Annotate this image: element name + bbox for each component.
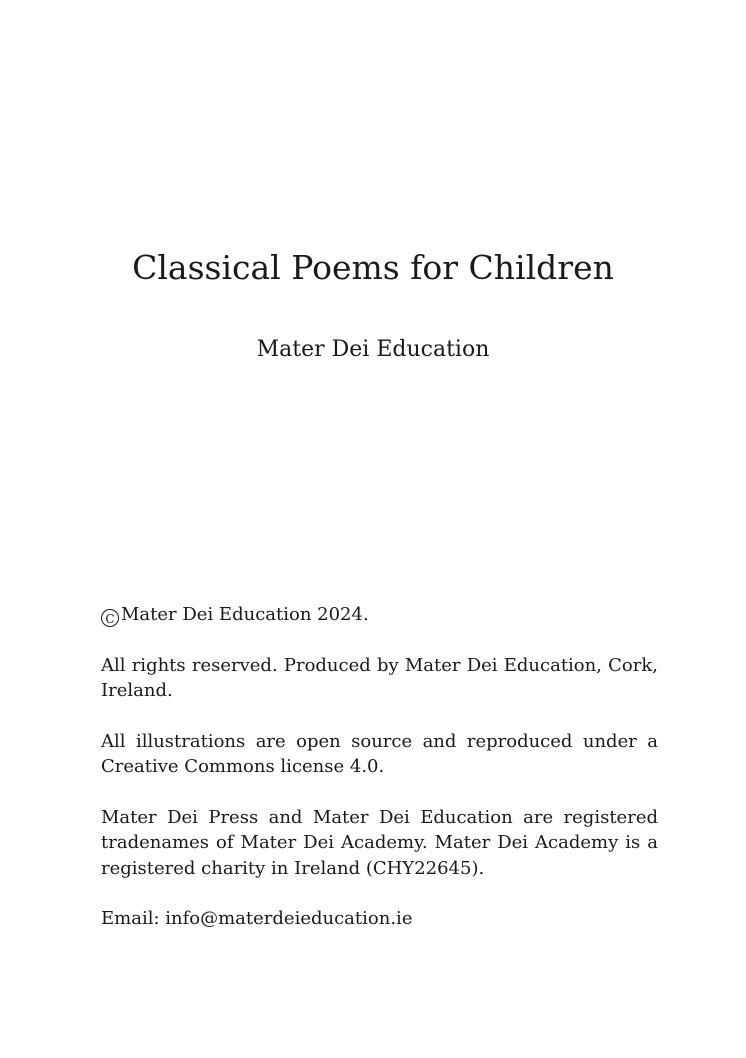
copyright-notice xyxy=(101,602,658,628)
trademark-statement: Mater Dei Press and Mater Dei Education are registered tradenames of Mater Dei Academy. Mater Dei Academy is a registered charity in Ireland (CHY22645). xyxy=(101,806,658,879)
contact-email xyxy=(101,906,658,932)
illustrations-statement: All illustrations are open source and reproduced under a Creative Commons license 4.0. xyxy=(101,730,658,777)
book-title: Classical Poems for Children xyxy=(132,248,614,287)
copyright-page xyxy=(101,602,658,957)
copyright-notice-text: Mater Dei Education 2024. xyxy=(121,604,369,625)
email-label: Email: xyxy=(101,908,160,929)
email-address: info@materdeieducation.ie xyxy=(165,908,413,929)
copyright-icon: C xyxy=(101,609,119,627)
rights-statement: All rights reserved. Produced by Mater Dei Education, Cork, Ireland. xyxy=(101,654,658,701)
book-author: Mater Dei Education xyxy=(256,337,490,362)
